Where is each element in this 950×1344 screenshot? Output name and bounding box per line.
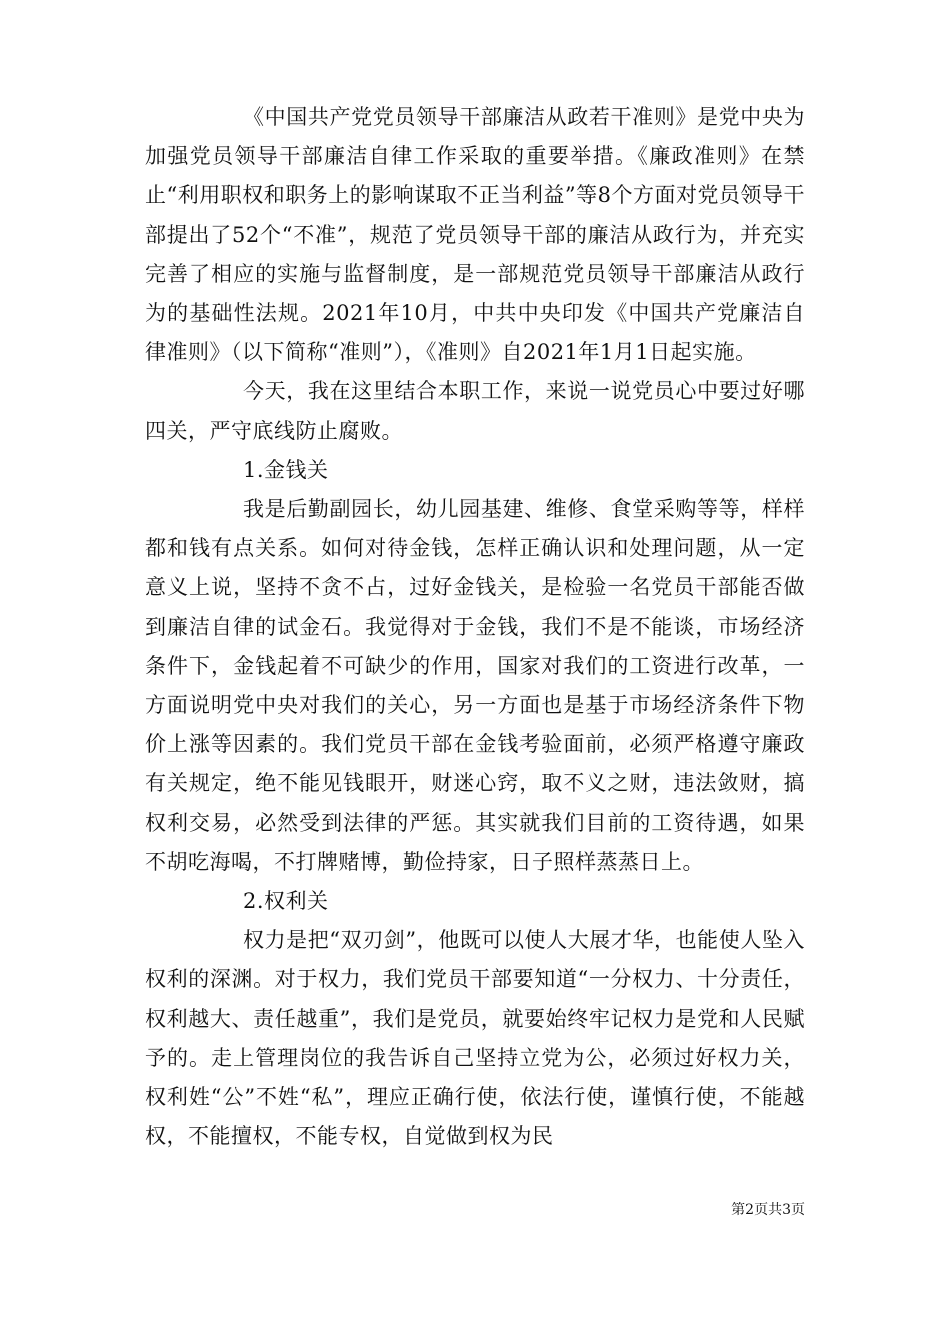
document-body xyxy=(145,98,805,1156)
paragraph-money: 我是后勤副园长，幼儿园基建、维修、食堂采购等等，样样都和钱有点关系。如何对待金钱，怎样正确认识和处理问题，从一定意义上说，坚持不贪不占，过好金钱关，是检验一名党员干部能否做到廉洁自律的试金石。我觉得对于金钱，我们不是不能谈，市场经济条件下，金钱起着不可缺少的作用，国家对我们的工资进行改革，一方面说明党中央对我们的关心，另一方面也是基于市场经济条件下物价上涨等因素的。我们党员干部在金钱考验面前，必须严格遵守廉政有关规定，绝不能见钱眼开，财迷心窍，取不义之财，违法敛财，搞权利交易，必然受到法律的严惩。其实就我们目前的工资待遇，如果不胡吃海喝，不打牌赌博，勤俭持家，日子照样蒸蒸日上。 xyxy=(145,497,805,874)
section-heading-power: 2.权利关 xyxy=(243,889,329,914)
paragraph-power: 权力是把“双刃剑”，他既可以使人大展才华，也能使人坠入权利的深渊。对于权力，我们党员干部要知道“一分权力、十分责任，权利越大、责任越重”，我们是党员，就要始终牢记权力是党和人民赋予的。走上管理岗位的我告诉自己坚持立党为公，必须过好权力关，权利姓“公”不姓“私”，理应正确行使，依法行使，谨慎行使，不能越权，不能擅权，不能专权，自觉做到权为民 xyxy=(145,928,805,1149)
paragraph-today: 今天，我在这里结合本职工作，来说一说党员心中要过好哪四关，严守底线防止腐败。 xyxy=(145,379,805,443)
page-number-footer: 第2页共3页 xyxy=(731,1202,805,1218)
paragraph-intro: 《中国共产党党员领导干部廉洁从政若干准则》是党中央为加强党员领导干部廉洁自律工作采取的重要举措。《廉政准则》在禁止“利用职权和职务上的影响谋取不正当利益”等8个方面对党员领导干部提出了52个“不准”，规范了党员领导干部的廉洁从政行为，并充实完善了相应的实施与监督制度，是一部规范党员领导干部廉洁从政行为的基础性法规。2021年10月，中共中央印发《中国共产党廉洁自律准则》（以下简称“准则”），《准则》自2021年1月1日起实施。 xyxy=(145,105,805,365)
section-heading-money: 1.金钱关 xyxy=(243,457,329,482)
